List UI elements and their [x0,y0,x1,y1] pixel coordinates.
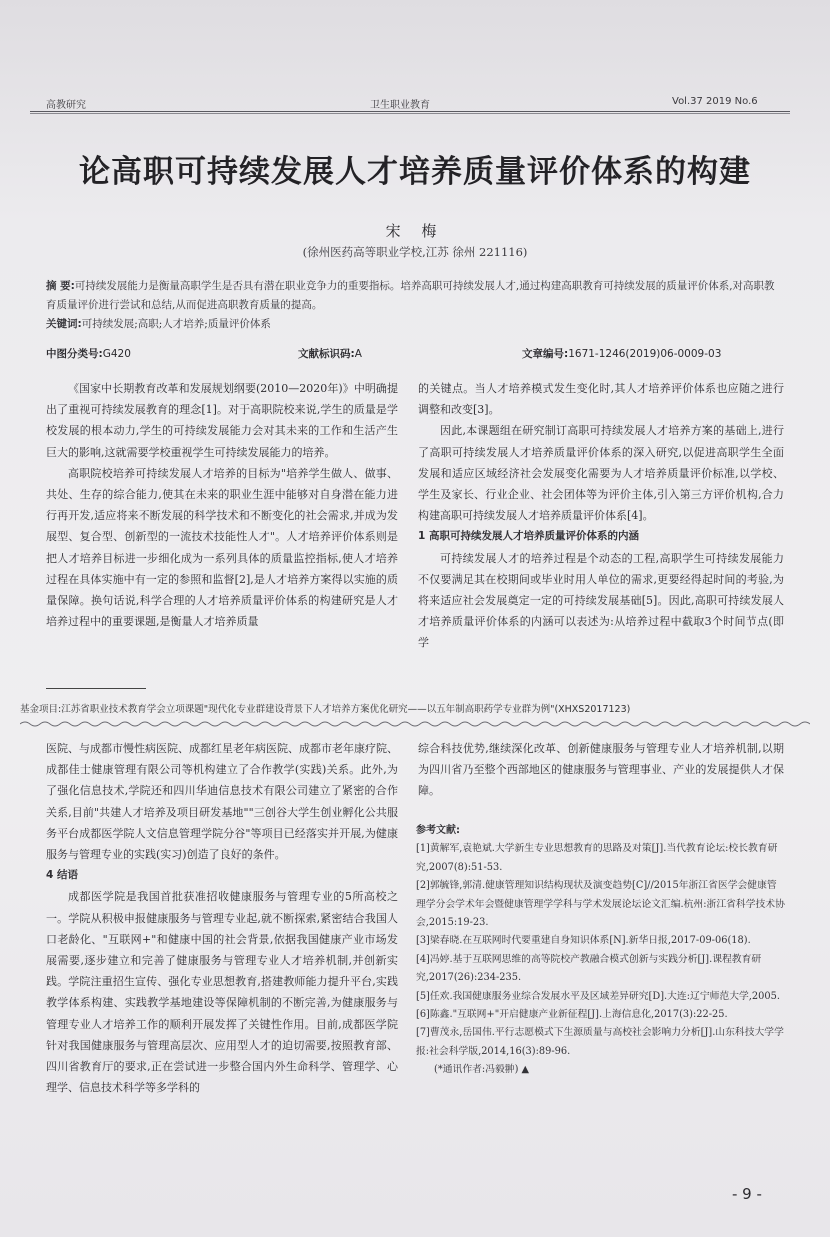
paragraph: 高职院校培养可持续发展人才培养的目标为"培养学生做人、做事、共处、生存的综合能力,使其在未来的职业生涯中能够对自身潜在能力进行再开发,适应将来不断发展的科学技术和不断变化的社会需求,并成为发展型、复合型、创新型的一流技术技能性人才"。人才培养评价体系则是把人才培养目标进一步细化成为一系列具体的质量监控指标,使人才培养过程在具体实施中有一定的参照和监督[2],是人才培养方案得以实施的质量保障。换句话说,科学合理的人才培养质量评价体系的构建研究是人才培养过程中的重要课题,是衡量人才培养质量 [46,466,398,629]
reference-item: [6]陈鑫."互联网+"开启健康产业新征程[J].上海信息化,2017(3):22-25. [416,1009,728,1021]
abstract-text: 可持续发展能力是衡量高职学生是否具有潜在职业竞争力的重要指标。培养高职可持续发展人才,通过构建高职教育可持续发展的质量评价体系,对高职教育质量评价进行尝试和总结,从而促进高职教育质量的提高。 [46,280,775,311]
article-number [522,346,721,361]
reference-item: [1]黄解军,袁艳斌.大学新生专业思想教育的思路及对策[J].当代教育论坛:校长教育研究,2007(8):51-53. [416,843,778,873]
triangle-icon: ▲ [521,1064,530,1076]
wavy-divider [20,720,810,728]
header-rule [30,111,790,112]
paragraph: 可持续发展人才的培养过程是个动态的工程,高职学生可持续发展能力不仅要满足其在校期间或毕业时用人单位的需求,更要经得起时间的考验,为将来适应社会发展奠定一定的可持续发展基础[5]。因此,高职可持续发展人才培养质量评价体系的内涵可以表述为:从培养过程中截取3个时间节点(即学 [418,551,784,650]
section-heading: 4 结语 [46,869,78,882]
author-name: 宋 梅 [385,222,445,240]
page-number: - 9 - [732,1185,762,1203]
left-column-top [46,378,398,632]
right-column-bottom [418,738,784,802]
reference-item: [2]郭毓锋,郭清.健康管理知识结构现状及演变趋势[C]//2015年浙江省医学会健康管理学分会学术年会暨健康管理学学科与学术发展论坛论文汇编.杭州:浙江省科学技术协会,2015:19-23. [416,880,785,929]
paragraph: 医院、与成都市慢性病医院、成都红星老年病医院、成都市老年康疗院、成都佳士健康管理有限公司等机构建立了合作教学(实践)关系。此外,为了强化信息技术,学院还和四川华迪信息技术有限公司建立了紧密的合作关系,目前"共建人才培养及项目研发基地""三创谷大学生创业孵化公共服务平台成都医学院人文信息管理学院分谷"等项目已经落实并开展,为健康服务与管理专业的实践(实习)创造了良好的条件。 [46,742,398,862]
editor-line [416,1061,786,1079]
editor-note: (*通讯作者:冯毅翀) [434,1064,519,1076]
references [416,822,786,1080]
left-column-bottom [46,738,398,1098]
abstract-block [46,277,776,334]
header-left: 高教研究 [46,100,86,111]
paragraph: 综合科技优势,继续深化改革、创新健康服务与管理专业人才培养机制,以期为四川省乃至整个西部地区的健康服务与管理事业、产业的发展提供人才保障。 [418,742,784,798]
doc-value: A [354,348,362,360]
reference-item: [4]冯婷.基于互联网思维的高等院校产教融合模式创新与实践分析[J].课程教育研究,2017(26):234-235. [416,953,762,984]
right-column-top [418,378,784,654]
doc-label: 文献标识码: [298,348,355,360]
clc-label: 中图分类号: [46,348,103,360]
header-center: 卫生职业教育 [370,100,430,111]
doc-code [298,346,362,361]
paragraph: 的关键点。当人才培养模式发生变化时,其人才培养评价体系也应随之进行调整和改变[3]。 [418,382,784,417]
paragraph: 《国家中长期教育改革和发展规划纲要(2010—2020年)》中明确提出了重视可持续发展教育的理念[1]。对于高职院校来说,学生的质量是学校发展的根本动力,学生的可持续发展能力会对其未来的工作和生活产生巨大的影响,这就需要学校重视学生可持续发展能力的培养。 [46,382,398,459]
keywords-text: 可持续发展;高职;人才培养;质量评价体系 [81,318,271,330]
keywords-label: 关键词: [46,318,82,330]
footnote-rule [46,688,146,689]
reference-item: [3]梁春晓.在互联网时代要重建自身知识体系[N].新华日报,2017-09-06(18). [416,935,751,947]
keywords-line [46,315,776,334]
section-heading: 1 高职可持续发展人才培养质量评价体系的内涵 [418,530,639,543]
abstract-label: 摘 要: [46,280,75,292]
header-right: Vol.37 2019 No.6 [672,96,758,107]
reference-item: [5]任欢.我国健康服务业综合发展水平及区域差异研究[D].大连:辽宁师范大学,2005. [416,990,780,1002]
reference-item: [7]曹茂永,岳国伟.平行志愿模式下生源质量与高校社会影响力分析[J].山东科技大学学报:社会科学版,2014,16(3):89-96. [416,1027,784,1057]
article-value: 1671-1246(2019)06-0009-03 [568,348,722,360]
abstract-line [46,277,776,315]
clc-number [46,346,131,361]
paragraph: 成都医学院是我国首批获准招收健康服务与管理专业的5所高校之一。学院从积极申报健康服务与管理专业起,就不断探索,紧密结合我国人口老龄化、"互联网+"和健康中国的社会背景,依据我国健康产业市场发展需要,逐步建立和完善了健康服务与管理专业人才培养机制,并创新实践。学院注重招生宣传、强化专业思想教育,搭建教师能力提升平台,实践教学体系构建、实践教学基地建设等保障机制的不断完善,为健康服务与管理专业人才培养工作的顺利开展发挥了关键性作用。目前,成都医学院针对我国健康服务与管理高层次、应用型人才的迫切需要,按照教育部、四川省教育厅的要求,正在尝试进一步整合国内外生命科学、管理学、心理学、信息技术科学等多学科的 [46,890,398,1095]
references-title: 参考文献: [416,825,460,836]
article-title: 论高职可持续发展人才培养质量评价体系的构建 [79,154,751,190]
author-affiliation: (徐州医药高等职业学校,江苏 徐州 221116) [302,245,528,259]
clc-value: G420 [102,348,131,360]
fund-note: 基金项目:江苏省职业技术教育学会立项课题"现代化专业群建设背景下人才培养方案优化研究——以五年制高职药学专业群为例"(XHXS2017123) [20,704,631,715]
article-label: 文章编号: [522,348,569,360]
paragraph: 因此,本课题组在研究制订高职可持续发展人才培养方案的基础上,进行了高职可持续发展人才培养质量评价体系的深入研究,以促进高职学生全面发展和适应区域经济社会发展变化需要为人才培养质量评价标准,以学校、学生及家长、行业企业、社会团体等为评价主体,引入第三方评价机构,合力构建高职可持续发展人才培养质量评价体系[4]。 [418,424,784,523]
header-rule-thin [30,113,790,114]
